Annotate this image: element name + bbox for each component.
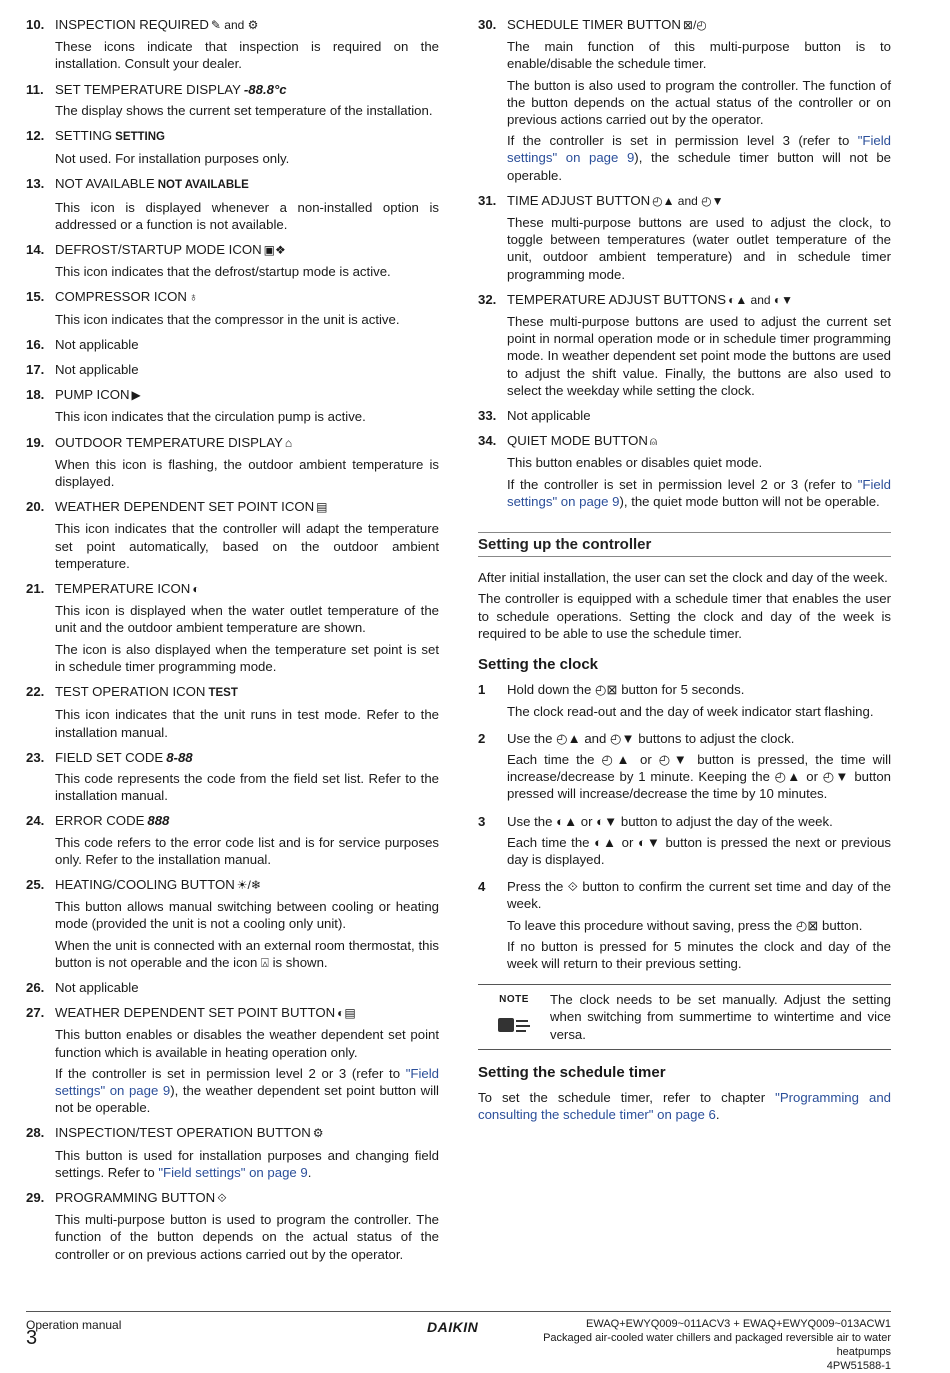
item-title-text: PROGRAMMING BUTTON	[55, 1189, 216, 1205]
numbered-item	[26, 1189, 439, 1267]
item-body	[507, 291, 891, 403]
item-symbol-icon: ▶	[131, 388, 141, 403]
item-paragraph: This icon indicates that the circulation pump is active.	[55, 409, 366, 425]
item-title-text: ERROR CODE	[55, 813, 145, 829]
item-title	[55, 683, 439, 702]
item-symbol-icon: ⌂	[284, 435, 293, 450]
link-field-settings[interactable]: "Field settings" on page 9	[55, 1065, 439, 1098]
text: If the controller is set in permission level 3 (refer to	[507, 133, 858, 149]
item-paragraph: This button allows manual switching between cooling or heating mode (provided the unit is not a cooling only unit).	[55, 899, 439, 932]
item-number: 14.	[26, 242, 45, 258]
item-body	[55, 386, 439, 429]
numbered-item	[26, 979, 439, 1000]
item-paragraph: This icon indicates that the compressor in the unit is active.	[55, 311, 400, 327]
item-title	[55, 16, 439, 34]
item-paragraph: This code refers to the error code list and is for service purposes only. Refer to the installation manual.	[55, 834, 439, 867]
item-symbol-icon: ✎ and ⚙	[210, 18, 259, 32]
item-paragraph: The icon is also displayed when the temperature set point is set in schedule timer programming mode.	[55, 641, 439, 674]
text: If the controller is set in permission level 2 or 3 (refer to	[55, 1065, 406, 1081]
item-title	[55, 1189, 439, 1207]
item-body	[55, 175, 439, 237]
item-paragraph: When this icon is flashing, the outdoor ambient temperature is displayed.	[55, 456, 439, 490]
item-title	[55, 1004, 439, 1022]
text: ), the weather dependent set point button will not be operable.	[55, 1082, 439, 1116]
item-number: 21.	[26, 581, 45, 597]
item-list-left	[26, 16, 439, 1267]
section-heading-setup: Setting up the controller	[478, 532, 891, 557]
numbered-item	[26, 498, 439, 576]
step-line: If no button is pressed for 5 minutes the clock and day of the week will return to their previous setting.	[507, 938, 891, 971]
item-body	[55, 434, 439, 495]
link-schedule-timer-chapter[interactable]: "Programming and consulting the schedule timer" on page 6	[478, 1089, 891, 1123]
step-number: 4	[478, 879, 486, 895]
step-body	[507, 878, 891, 976]
item-number: 31.	[478, 192, 497, 208]
item-number: 24.	[26, 813, 45, 829]
setup-paragraph: After initial installation, the user can set the clock and day of the week.	[478, 570, 888, 586]
numbered-item	[26, 876, 439, 975]
item-title	[507, 407, 891, 424]
item-title-text: HEATING/COOLING BUTTON	[55, 876, 235, 892]
pointing-hand-icon	[496, 1014, 532, 1034]
item-body	[55, 1004, 439, 1120]
item-body	[55, 1189, 439, 1267]
item-title	[55, 288, 439, 306]
step-line: Use the ◴▲ and ◴▼ buttons to adjust the clock.	[507, 730, 795, 746]
item-title	[507, 291, 891, 309]
item-number: 16.	[26, 336, 45, 352]
numbered-item	[26, 1004, 439, 1120]
item-title	[55, 749, 439, 766]
numbered-item	[478, 291, 891, 403]
item-number: 11.	[26, 81, 44, 97]
item-title-text: PUMP ICON	[55, 387, 130, 403]
item-title-text: OUTDOOR TEMPERATURE DISPLAY	[55, 434, 283, 450]
clock-step	[478, 813, 891, 873]
item-body	[55, 498, 439, 576]
item-body	[55, 876, 439, 975]
item-symbol-icon: ◐	[192, 582, 200, 597]
item-paragraph: This button enables or disables the weather dependent set point function which is available in heating operation only.	[55, 1027, 439, 1060]
display-label-icon: NOT AVAILABLE	[157, 179, 249, 192]
item-title	[507, 432, 891, 450]
display-code: 888	[147, 813, 170, 829]
item-symbol-icon: ▣❖	[263, 243, 286, 258]
item-paragraph: This icon indicates that the controller will adapt the temperature set point automatically, based on the outdoor ambient temperature.	[55, 521, 439, 571]
clock-step	[478, 730, 891, 807]
item-symbol-icon: ⟐	[217, 1190, 227, 1205]
step-line: To leave this procedure without saving, press the ◴⊠ button.	[507, 917, 863, 933]
step-line: Each time the ◴▲ or ◴▼ button is pressed, the time will increase/decrease by 1 minute. Keeping the ◴▲ or ◴▼ button pressed will increase/decrease the time by 10 minutes.	[507, 751, 891, 802]
item-title	[55, 812, 439, 829]
numbered-item	[26, 361, 439, 382]
footer-product-info: EWAQ+EWYQ009~011ACV3 + EWAQ+EWYQ009~013ACW1 Packaged air-cooled water chillers and packaged reversible air to water heatpumps 4PW51588-1	[543, 1318, 891, 1372]
item-title-text: SETTING	[55, 128, 113, 144]
item-title-text: INSPECTION/TEST OPERATION BUTTON	[55, 1125, 311, 1141]
item-symbol-icon: ⍝	[649, 434, 658, 449]
item-body	[55, 81, 439, 123]
item-number: 17.	[26, 362, 45, 378]
page-footer	[26, 1311, 891, 1372]
item-paragraph: This multi-purpose button is used to program the controller. The function of the button depends on the actual status of the controller or on previous actions carried out by the operator.	[55, 1212, 439, 1262]
item-title-text: NOT AVAILABLE	[55, 176, 155, 192]
item-number: 12.	[26, 128, 45, 144]
item-number: 20.	[26, 499, 45, 515]
item-symbol-icon: ◴▲ and ◴▼	[652, 193, 724, 208]
text: ), the schedule timer button will not be operable.	[507, 150, 891, 183]
item-body	[507, 192, 891, 287]
note-box	[478, 984, 891, 1050]
step-body	[507, 730, 891, 807]
item-title-text: FIELD SET CODE	[55, 749, 164, 765]
numbered-item	[26, 812, 439, 872]
display-label-icon: SETTING	[115, 131, 165, 144]
step-body	[507, 681, 891, 723]
item-title	[55, 580, 439, 598]
item-title	[507, 192, 891, 210]
item-title-text: TIME ADJUST BUTTON	[507, 192, 651, 208]
item-title	[55, 81, 439, 98]
item-symbol-icon: ⊠/◴	[682, 18, 707, 32]
note-label-area	[478, 991, 550, 1043]
item-title-text: COMPRESSOR ICON	[55, 289, 187, 305]
subheading-schedule: Setting the schedule timer	[478, 1063, 666, 1081]
item-number: 23.	[26, 749, 45, 765]
item-body	[55, 749, 439, 809]
subheading-clock: Setting the clock	[478, 656, 599, 674]
item-body	[55, 16, 439, 77]
link-field-settings[interactable]: "Field settings" on page 9	[507, 476, 891, 509]
item-body	[507, 407, 891, 428]
numbered-item	[26, 580, 439, 679]
item-title-text: INSPECTION REQUIRED	[55, 17, 209, 32]
item-title	[55, 361, 439, 378]
link-field-settings[interactable]: "Field settings" on page 9	[158, 1164, 308, 1180]
item-title-text: QUIET MODE BUTTON	[507, 433, 648, 449]
item-paragraph: This icon indicates that the defrost/startup mode is active.	[55, 264, 391, 280]
item-paragraph-with-link	[55, 1147, 439, 1181]
item-number: 18.	[26, 387, 45, 403]
numbered-item	[478, 432, 891, 514]
item-title-text: Not applicable	[507, 408, 591, 424]
item-title-text: TEMPERATURE ADJUST BUTTONS	[507, 291, 727, 307]
item-title	[507, 16, 891, 34]
note-label: NOTE	[499, 994, 529, 1006]
step-line: Hold down the ◴⊠ button for 5 seconds.	[507, 682, 745, 698]
item-body	[507, 16, 891, 188]
numbered-item	[26, 127, 439, 171]
display-label-icon: TEST	[208, 687, 238, 700]
item-paragraph-with-link	[55, 1065, 439, 1117]
brand-logo: DAIKIN	[427, 1319, 479, 1335]
setup-paragraph: The controller is equipped with a schedule timer that enables the user to schedule operations. Setting the clock and day of the week is required to be able to use the schedule timer.	[478, 591, 891, 641]
item-paragraph: This code represents the code from the field set list. Refer to the installation manual.	[55, 770, 439, 804]
item-symbol-icon: ☀/❄	[236, 877, 261, 892]
item-title-text: Not applicable	[55, 979, 139, 995]
item-number: 30.	[478, 17, 497, 32]
schedule-paragraph: To set the schedule timer, refer to chapter "Programming and consulting the schedule timer" on page 6.	[478, 1089, 891, 1123]
item-body	[55, 580, 439, 679]
item-number: 10.	[26, 17, 45, 32]
item-number: 28.	[26, 1125, 45, 1141]
item-list-right	[478, 16, 891, 514]
text: ), the quiet mode button will not be operable.	[619, 493, 880, 509]
item-title	[55, 1124, 439, 1142]
item-number: 25.	[26, 876, 45, 892]
item-symbol-icon: ▤	[316, 500, 328, 515]
numbered-item	[478, 407, 891, 428]
item-body	[55, 683, 439, 745]
item-title	[55, 336, 439, 353]
item-title-text: SCHEDULE TIMER BUTTON	[507, 17, 681, 32]
item-title-text: DEFROST/STARTUP MODE ICON	[55, 242, 262, 258]
step-number: 1	[478, 682, 486, 698]
item-title	[55, 241, 439, 259]
note-text: The clock needs to be set manually. Adjust the setting when switching from summertime to wintertime and vice versa.	[550, 992, 891, 1042]
item-body	[55, 241, 439, 284]
item-body	[55, 979, 439, 1000]
item-symbol-icon: ◐▤	[337, 1006, 356, 1021]
item-symbol-icon: ◐▲ and ◐▼	[728, 292, 794, 307]
item-number: 26.	[26, 979, 45, 995]
clock-step	[478, 681, 891, 723]
item-number: 22.	[26, 684, 45, 700]
numbered-item	[26, 16, 439, 77]
item-symbol-icon: ⚙	[312, 1126, 324, 1141]
item-paragraph: These icons indicate that inspection is required on the installation. Consult your dealer.	[55, 39, 439, 72]
numbered-item	[26, 241, 439, 284]
numbered-item	[478, 192, 891, 287]
item-title	[55, 979, 439, 996]
item-paragraph: This icon is displayed when the water outlet temperature of the unit and the outdoor ambient temperature are shown.	[55, 603, 439, 636]
text: If the controller is set in permission level 2 or 3 (refer to	[507, 476, 858, 492]
item-paragraph-with-link	[507, 476, 891, 510]
numbered-item	[26, 175, 439, 237]
item-number: 19.	[26, 434, 45, 450]
text: .	[307, 1164, 312, 1180]
item-title	[55, 498, 439, 516]
item-paragraph: This button enables or disables quiet mode.	[507, 455, 763, 471]
item-paragraph-with-link	[507, 132, 891, 184]
footer-doc-type: Operation manual	[26, 1318, 122, 1332]
item-paragraph: These multi-purpose buttons are used to adjust the current set point in normal operation mode or in schedule timer programming mode. In weather dependent set point mode the buttons are used to adjust the shift value. Finally, the buttons are also used to select the weekday while setting the clock.	[507, 314, 891, 398]
text: This button is used for installation purposes and changing field settings. Refer to	[55, 1147, 439, 1180]
item-number: 33.	[478, 408, 497, 424]
item-title	[55, 876, 439, 894]
clock-step	[478, 878, 891, 976]
item-body	[55, 1124, 439, 1185]
item-paragraph: These multi-purpose buttons are used to adjust the clock, to toggle between temperatures (water outlet temperature of the unit, outdoor ambient temperature) and in schedule timer programming mode.	[507, 215, 891, 282]
item-body	[507, 432, 891, 514]
step-number: 3	[478, 813, 486, 829]
right-column	[478, 16, 891, 1127]
numbered-item	[26, 1124, 439, 1185]
left-column	[26, 16, 439, 1271]
item-paragraph: This icon indicates that the unit runs in test mode. Refer to the installation manual.	[55, 707, 439, 740]
step-number: 2	[478, 730, 486, 746]
item-title	[55, 434, 439, 452]
item-symbol-icon: ♁	[188, 290, 198, 305]
numbered-item	[26, 683, 439, 745]
item-title	[55, 127, 439, 146]
item-paragraph: The button is also used to program the controller. The function of the button depends on the actual status of the controller or on previous actions carried out by the operator.	[507, 77, 891, 128]
item-title-text: WEATHER DEPENDENT SET POINT BUTTON	[55, 1005, 336, 1021]
item-paragraph: When the unit is connected with an external room thermostat, this button is not operable and the icon ⍓ is shown.	[55, 937, 439, 970]
numbered-item	[26, 386, 439, 429]
item-body	[55, 336, 439, 357]
item-paragraph: Not used. For installation purposes only.	[55, 151, 290, 167]
item-body	[55, 127, 439, 171]
item-number: 32.	[478, 291, 497, 307]
item-body	[55, 288, 439, 331]
numbered-item	[26, 81, 439, 123]
clock-steps	[478, 681, 891, 976]
display-code: 8-88	[166, 749, 193, 765]
numbered-item	[26, 749, 439, 809]
item-title-text: Not applicable	[55, 336, 139, 352]
item-body	[55, 361, 439, 382]
item-body	[55, 812, 439, 872]
item-title-text: TEST OPERATION ICON	[55, 684, 206, 700]
item-paragraph: The display shows the current set temperature of the installation.	[55, 102, 433, 118]
item-title	[55, 386, 439, 404]
link-field-settings[interactable]: "Field settings" on page 9	[507, 133, 891, 166]
item-title	[55, 175, 439, 194]
item-title-text: SET TEMPERATURE DISPLAY	[55, 81, 241, 97]
numbered-item	[26, 336, 439, 357]
numbered-item	[26, 288, 439, 331]
step-line: Each time the ◐▲ or ◐▼ button is pressed the next or previous day is displayed.	[507, 834, 891, 867]
numbered-item	[478, 16, 891, 188]
item-title-text: Not applicable	[55, 362, 139, 378]
item-paragraph: This icon is displayed whenever a non-installed option is addressed or a function is not available.	[55, 199, 439, 232]
item-number: 27.	[26, 1005, 45, 1021]
step-body	[507, 813, 891, 873]
page-number: 3	[26, 1327, 38, 1349]
item-title-text: WEATHER DEPENDENT SET POINT ICON	[55, 499, 315, 515]
item-title-text: TEMPERATURE ICON	[55, 581, 191, 597]
step-line: Press the ⟐ button to confirm the current set time and day of the week.	[507, 879, 891, 912]
display-code: -88.8°c	[243, 81, 287, 97]
item-number: 13.	[26, 176, 45, 192]
step-line: The clock read-out and the day of week indicator start flashing.	[507, 703, 874, 719]
item-paragraph: The main function of this multi-purpose button is to enable/disable the schedule timer.	[507, 39, 891, 72]
step-line: Use the ◐▲ or ◐▼ button to adjust the day of the week.	[507, 813, 833, 829]
numbered-item	[26, 434, 439, 495]
item-number: 15.	[26, 289, 45, 305]
item-number: 34.	[478, 433, 497, 449]
item-number: 29.	[26, 1189, 45, 1205]
